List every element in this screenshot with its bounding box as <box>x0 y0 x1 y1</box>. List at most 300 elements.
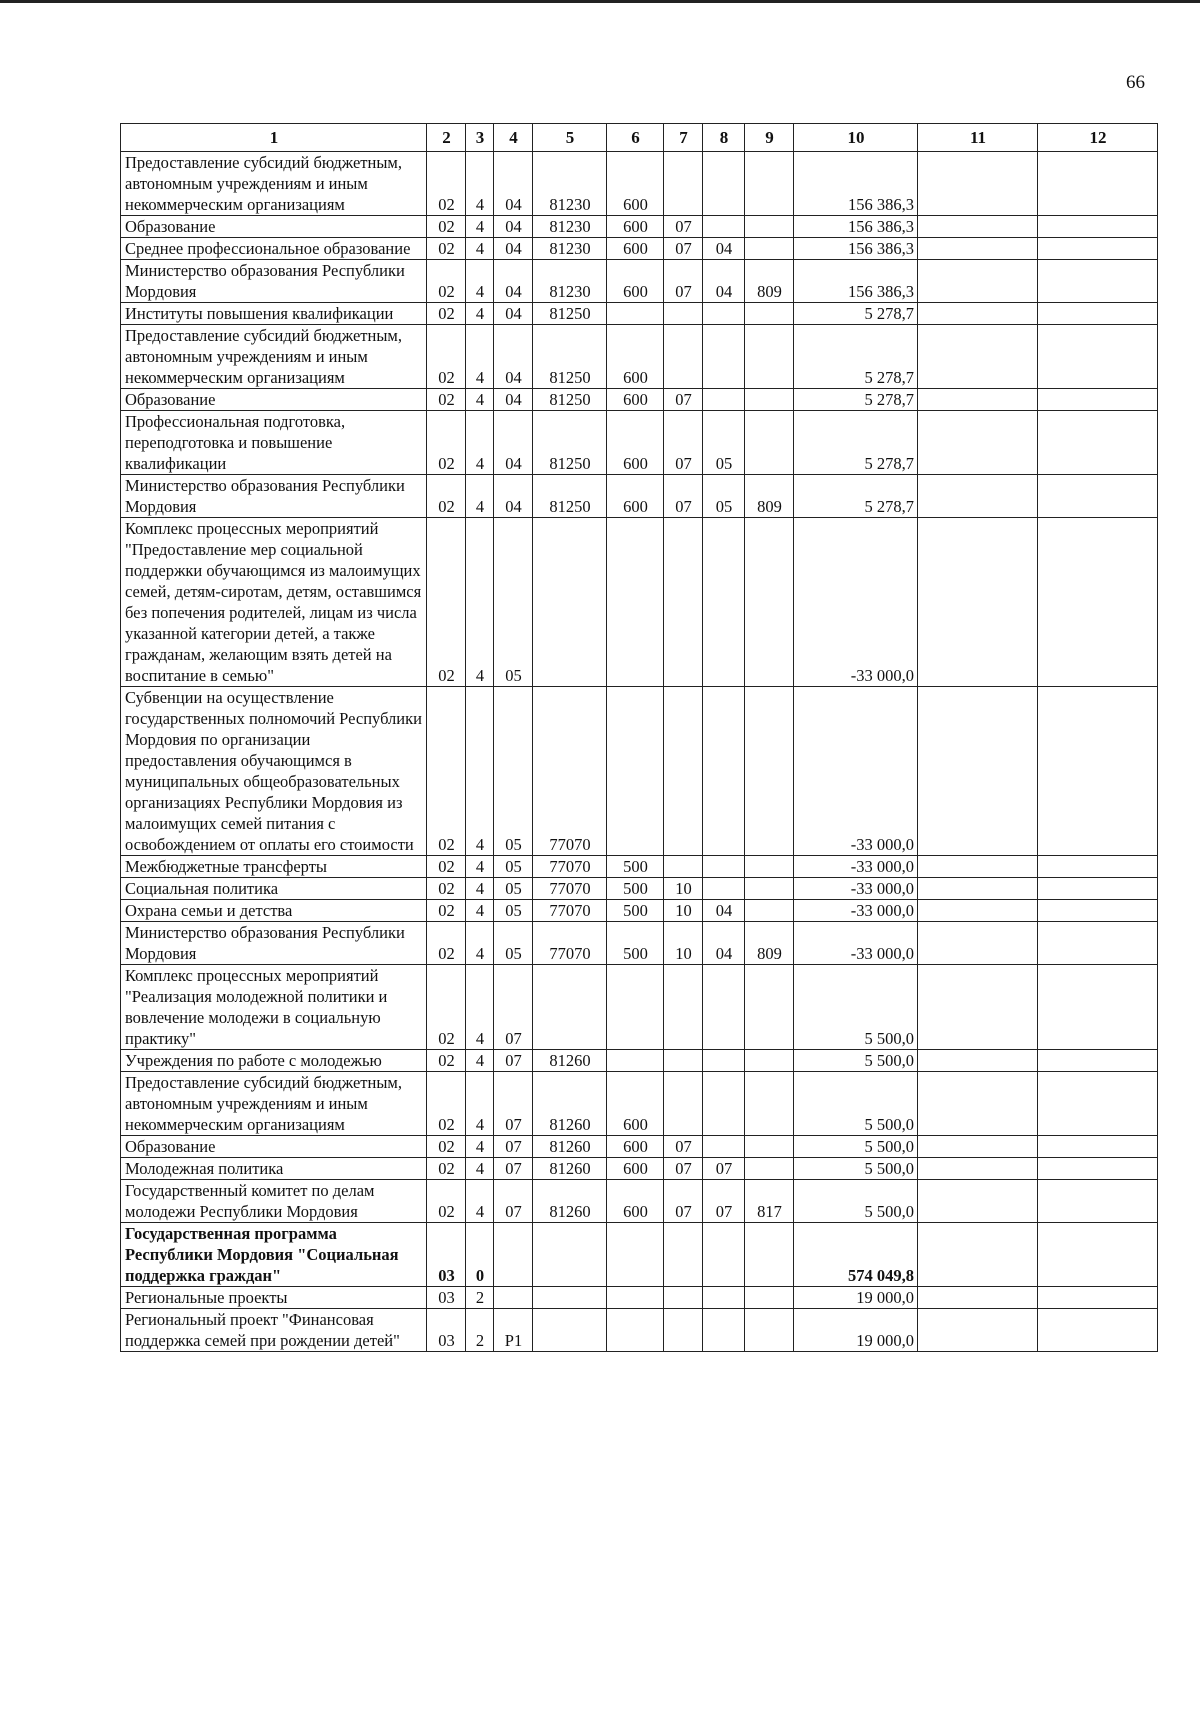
empty-cell-11 <box>918 687 1038 856</box>
amount-cell: 156 386,3 <box>794 238 918 260</box>
amount-cell: 5 500,0 <box>794 1136 918 1158</box>
code-cell-9: 809 <box>745 475 794 518</box>
code-cell-7 <box>664 965 703 1050</box>
empty-cell-12 <box>1038 411 1158 475</box>
header-cell: 8 <box>703 124 745 152</box>
code-cell-7: 07 <box>664 411 703 475</box>
table-row <box>121 1223 1158 1287</box>
code-cell-6: 500 <box>607 856 664 878</box>
code-cell-7: 07 <box>664 475 703 518</box>
code-cell-5: 81260 <box>533 1050 607 1072</box>
code-cell-9 <box>745 1158 794 1180</box>
amount-cell: 5 278,7 <box>794 325 918 389</box>
empty-cell-12 <box>1038 260 1158 303</box>
code-cell-4: 07 <box>494 1136 533 1158</box>
code-cell-2: 03 <box>427 1223 466 1287</box>
empty-cell-11 <box>918 878 1038 900</box>
code-cell-3: 2 <box>466 1309 494 1352</box>
code-cell-6: 600 <box>607 1072 664 1136</box>
code-cell-6: 600 <box>607 1136 664 1158</box>
code-cell-7 <box>664 1287 703 1309</box>
code-cell-7 <box>664 325 703 389</box>
empty-cell-12 <box>1038 1287 1158 1309</box>
code-cell-9 <box>745 1050 794 1072</box>
code-cell-9 <box>745 411 794 475</box>
code-cell-7 <box>664 1072 703 1136</box>
code-cell-5: 77070 <box>533 687 607 856</box>
code-cell-7 <box>664 687 703 856</box>
code-cell-5: 81230 <box>533 260 607 303</box>
code-cell-3: 4 <box>466 325 494 389</box>
table-row <box>121 1287 1158 1309</box>
empty-cell-11 <box>918 922 1038 965</box>
empty-cell-12 <box>1038 216 1158 238</box>
row-name-cell: Государственная программа Республики Мордовия "Социальная поддержка граждан" <box>121 1223 427 1287</box>
code-cell-3: 4 <box>466 260 494 303</box>
code-cell-9: 809 <box>745 922 794 965</box>
empty-cell-11 <box>918 475 1038 518</box>
code-cell-3: 4 <box>466 1050 494 1072</box>
row-name-cell: Региональные проекты <box>121 1287 427 1309</box>
row-name-cell: Учреждения по работе с молодежью <box>121 1050 427 1072</box>
row-name-cell: Предоставление субсидий бюджетным, автономным учреждениям и иным некоммерческим организациям <box>121 152 427 216</box>
code-cell-2: 03 <box>427 1287 466 1309</box>
empty-cell-11 <box>918 1180 1038 1223</box>
amount-cell: 5 278,7 <box>794 303 918 325</box>
amount-cell: -33 000,0 <box>794 856 918 878</box>
empty-cell-11 <box>918 389 1038 411</box>
code-cell-6 <box>607 1287 664 1309</box>
code-cell-6: 600 <box>607 152 664 216</box>
row-name-cell: Охрана семьи и детства <box>121 900 427 922</box>
code-cell-2: 02 <box>427 303 466 325</box>
empty-cell-12 <box>1038 856 1158 878</box>
amount-cell: 5 278,7 <box>794 475 918 518</box>
code-cell-2: 02 <box>427 1180 466 1223</box>
code-cell-6: 600 <box>607 411 664 475</box>
empty-cell-11 <box>918 325 1038 389</box>
amount-cell: 5 500,0 <box>794 965 918 1050</box>
code-cell-3: 4 <box>466 1158 494 1180</box>
empty-cell-11 <box>918 1158 1038 1180</box>
empty-cell-11 <box>918 1050 1038 1072</box>
code-cell-5: 81260 <box>533 1158 607 1180</box>
row-name-cell: Образование <box>121 216 427 238</box>
amount-cell: 5 500,0 <box>794 1158 918 1180</box>
row-name-cell: Молодежная политика <box>121 1158 427 1180</box>
code-cell-4: 05 <box>494 878 533 900</box>
code-cell-2: 02 <box>427 1072 466 1136</box>
code-cell-8 <box>703 856 745 878</box>
code-cell-4: 05 <box>494 518 533 687</box>
empty-cell-11 <box>918 856 1038 878</box>
code-cell-2: 02 <box>427 1050 466 1072</box>
empty-cell-12 <box>1038 152 1158 216</box>
code-cell-6: 600 <box>607 1180 664 1223</box>
code-cell-5: 81250 <box>533 389 607 411</box>
code-cell-4: 05 <box>494 922 533 965</box>
amount-cell: -33 000,0 <box>794 900 918 922</box>
code-cell-4: 07 <box>494 1072 533 1136</box>
code-cell-5: 81260 <box>533 1180 607 1223</box>
table-row <box>121 475 1158 518</box>
amount-cell: -33 000,0 <box>794 922 918 965</box>
empty-cell-11 <box>918 238 1038 260</box>
code-cell-2: 02 <box>427 1136 466 1158</box>
code-cell-8 <box>703 1050 745 1072</box>
code-cell-3: 4 <box>466 922 494 965</box>
code-cell-4: 04 <box>494 411 533 475</box>
code-cell-5: 81260 <box>533 1136 607 1158</box>
code-cell-3: 4 <box>466 687 494 856</box>
code-cell-6 <box>607 1309 664 1352</box>
code-cell-2: 02 <box>427 238 466 260</box>
header-cell: 12 <box>1038 124 1158 152</box>
code-cell-2: 02 <box>427 475 466 518</box>
amount-cell: 5 500,0 <box>794 1180 918 1223</box>
code-cell-9 <box>745 1136 794 1158</box>
code-cell-3: 4 <box>466 411 494 475</box>
header-cell: 1 <box>121 124 427 152</box>
code-cell-4: 04 <box>494 216 533 238</box>
table-row <box>121 1050 1158 1072</box>
row-name-cell: Предоставление субсидий бюджетным, автономным учреждениям и иным некоммерческим организациям <box>121 1072 427 1136</box>
code-cell-6: 500 <box>607 878 664 900</box>
code-cell-8: 05 <box>703 475 745 518</box>
code-cell-2: 02 <box>427 152 466 216</box>
code-cell-5: 77070 <box>533 856 607 878</box>
table-row <box>121 303 1158 325</box>
code-cell-4: 04 <box>494 152 533 216</box>
code-cell-5 <box>533 1287 607 1309</box>
empty-cell-11 <box>918 260 1038 303</box>
code-cell-5: 77070 <box>533 922 607 965</box>
code-cell-2: 02 <box>427 856 466 878</box>
code-cell-4: 04 <box>494 260 533 303</box>
code-cell-3: 4 <box>466 1072 494 1136</box>
code-cell-6 <box>607 1050 664 1072</box>
amount-cell: 5 500,0 <box>794 1072 918 1136</box>
code-cell-7: 10 <box>664 900 703 922</box>
empty-cell-11 <box>918 1072 1038 1136</box>
table-body <box>121 152 1158 1352</box>
amount-cell: 5 278,7 <box>794 389 918 411</box>
amount-cell: 5 278,7 <box>794 411 918 475</box>
table-row <box>121 1072 1158 1136</box>
empty-cell-11 <box>918 1136 1038 1158</box>
row-name-cell: Министерство образования Республики Мордовия <box>121 475 427 518</box>
code-cell-4: 04 <box>494 238 533 260</box>
code-cell-8: 04 <box>703 238 745 260</box>
code-cell-6 <box>607 518 664 687</box>
code-cell-2: 02 <box>427 260 466 303</box>
table-row <box>121 1158 1158 1180</box>
code-cell-9 <box>745 1223 794 1287</box>
empty-cell-12 <box>1038 1158 1158 1180</box>
code-cell-6: 600 <box>607 389 664 411</box>
table-row <box>121 900 1158 922</box>
empty-cell-12 <box>1038 475 1158 518</box>
empty-cell-12 <box>1038 303 1158 325</box>
code-cell-5: 81250 <box>533 475 607 518</box>
row-name-cell: Министерство образования Республики Мордовия <box>121 260 427 303</box>
row-name-cell: Государственный комитет по делам молодежи Республики Мордовия <box>121 1180 427 1223</box>
code-cell-7: 07 <box>664 1136 703 1158</box>
code-cell-2: 02 <box>427 965 466 1050</box>
code-cell-5: 81230 <box>533 238 607 260</box>
table-row <box>121 856 1158 878</box>
code-cell-2: 02 <box>427 389 466 411</box>
code-cell-6: 600 <box>607 216 664 238</box>
empty-cell-12 <box>1038 878 1158 900</box>
code-cell-3: 4 <box>466 1180 494 1223</box>
code-cell-8 <box>703 1309 745 1352</box>
code-cell-3: 4 <box>466 152 494 216</box>
code-cell-9 <box>745 238 794 260</box>
empty-cell-12 <box>1038 1072 1158 1136</box>
code-cell-4: 05 <box>494 900 533 922</box>
code-cell-9 <box>745 518 794 687</box>
code-cell-4: 05 <box>494 687 533 856</box>
code-cell-8: 05 <box>703 411 745 475</box>
empty-cell-11 <box>918 411 1038 475</box>
code-cell-8 <box>703 518 745 687</box>
code-cell-5 <box>533 518 607 687</box>
code-cell-7: 10 <box>664 878 703 900</box>
amount-cell: 19 000,0 <box>794 1287 918 1309</box>
code-cell-9 <box>745 325 794 389</box>
empty-cell-11 <box>918 152 1038 216</box>
empty-cell-11 <box>918 1223 1038 1287</box>
empty-cell-12 <box>1038 1136 1158 1158</box>
code-cell-6 <box>607 303 664 325</box>
code-cell-8 <box>703 687 745 856</box>
table-row <box>121 325 1158 389</box>
row-name-cell: Комплекс процессных мероприятий "Реализация молодежной политики и вовлечение молодежи в социальную практику" <box>121 965 427 1050</box>
code-cell-4: 04 <box>494 389 533 411</box>
code-cell-4 <box>494 1223 533 1287</box>
empty-cell-12 <box>1038 518 1158 687</box>
row-name-cell: Институты повышения квалификации <box>121 303 427 325</box>
code-cell-2: 02 <box>427 411 466 475</box>
code-cell-7 <box>664 303 703 325</box>
header-cell: 6 <box>607 124 664 152</box>
code-cell-2: 02 <box>427 216 466 238</box>
code-cell-3: 0 <box>466 1223 494 1287</box>
code-cell-7: 07 <box>664 389 703 411</box>
table-row <box>121 878 1158 900</box>
code-cell-3: 4 <box>466 518 494 687</box>
empty-cell-12 <box>1038 1309 1158 1352</box>
code-cell-3: 4 <box>466 856 494 878</box>
code-cell-9 <box>745 856 794 878</box>
code-cell-5: 77070 <box>533 878 607 900</box>
row-name-cell: Профессиональная подготовка, переподготовка и повышение квалификации <box>121 411 427 475</box>
code-cell-5 <box>533 1223 607 1287</box>
code-cell-8 <box>703 325 745 389</box>
code-cell-4: 04 <box>494 475 533 518</box>
row-name-cell: Комплекс процессных мероприятий "Предоставление мер социальной поддержки обучающимся из малоимущих семей, детям-сиротам, детям, оставшимся без попечения родителей, лицам из числа указанной категории детей, а также гражданам, желающим взять детей на воспитание в семью" <box>121 518 427 687</box>
table-row <box>121 518 1158 687</box>
table-row <box>121 1136 1158 1158</box>
amount-cell: 5 500,0 <box>794 1050 918 1072</box>
table-row <box>121 965 1158 1050</box>
table-row <box>121 152 1158 216</box>
code-cell-3: 4 <box>466 965 494 1050</box>
code-cell-3: 4 <box>466 900 494 922</box>
code-cell-6: 600 <box>607 1158 664 1180</box>
code-cell-5 <box>533 965 607 1050</box>
code-cell-9 <box>745 389 794 411</box>
amount-cell: -33 000,0 <box>794 878 918 900</box>
amount-cell: -33 000,0 <box>794 518 918 687</box>
empty-cell-12 <box>1038 965 1158 1050</box>
top-border-line <box>0 0 1200 3</box>
header-cell: 9 <box>745 124 794 152</box>
code-cell-4 <box>494 1287 533 1309</box>
code-cell-6: 500 <box>607 922 664 965</box>
page-number: 66 <box>1126 72 1145 93</box>
table-row <box>121 1180 1158 1223</box>
code-cell-3: 4 <box>466 389 494 411</box>
table-row <box>121 922 1158 965</box>
code-cell-2: 03 <box>427 1309 466 1352</box>
header-cell: 3 <box>466 124 494 152</box>
code-cell-7: 10 <box>664 922 703 965</box>
empty-cell-11 <box>918 1287 1038 1309</box>
code-cell-4: 04 <box>494 303 533 325</box>
empty-cell-12 <box>1038 687 1158 856</box>
code-cell-9 <box>745 687 794 856</box>
empty-cell-11 <box>918 965 1038 1050</box>
code-cell-5: 81250 <box>533 411 607 475</box>
table-row <box>121 687 1158 856</box>
empty-cell-12 <box>1038 325 1158 389</box>
code-cell-4: 07 <box>494 965 533 1050</box>
header-cell: 11 <box>918 124 1038 152</box>
row-name-cell: Социальная политика <box>121 878 427 900</box>
code-cell-5: 81250 <box>533 325 607 389</box>
code-cell-4: 07 <box>494 1180 533 1223</box>
code-cell-4: 04 <box>494 325 533 389</box>
code-cell-5: 81230 <box>533 216 607 238</box>
code-cell-7: 07 <box>664 1158 703 1180</box>
code-cell-7 <box>664 1050 703 1072</box>
code-cell-8: 04 <box>703 260 745 303</box>
amount-cell: 574 049,8 <box>794 1223 918 1287</box>
code-cell-8 <box>703 1223 745 1287</box>
empty-cell-12 <box>1038 389 1158 411</box>
code-cell-3: 4 <box>466 216 494 238</box>
row-name-cell: Образование <box>121 389 427 411</box>
empty-cell-11 <box>918 216 1038 238</box>
amount-cell: -33 000,0 <box>794 687 918 856</box>
code-cell-3: 4 <box>466 878 494 900</box>
empty-cell-11 <box>918 900 1038 922</box>
code-cell-8: 07 <box>703 1158 745 1180</box>
code-cell-9 <box>745 965 794 1050</box>
code-cell-6: 500 <box>607 900 664 922</box>
empty-cell-12 <box>1038 238 1158 260</box>
header-cell: 10 <box>794 124 918 152</box>
code-cell-2: 02 <box>427 1158 466 1180</box>
code-cell-2: 02 <box>427 900 466 922</box>
code-cell-9: 817 <box>745 1180 794 1223</box>
row-name-cell: Региональный проект "Финансовая поддержка семей при рождении детей" <box>121 1309 427 1352</box>
code-cell-8 <box>703 1072 745 1136</box>
code-cell-7: 07 <box>664 238 703 260</box>
code-cell-8 <box>703 1287 745 1309</box>
table-row <box>121 1309 1158 1352</box>
header-cell: 2 <box>427 124 466 152</box>
amount-cell: 156 386,3 <box>794 216 918 238</box>
table-row <box>121 216 1158 238</box>
code-cell-2: 02 <box>427 878 466 900</box>
code-cell-6 <box>607 687 664 856</box>
code-cell-7 <box>664 856 703 878</box>
table-row <box>121 260 1158 303</box>
code-cell-9: 809 <box>745 260 794 303</box>
row-name-cell: Предоставление субсидий бюджетным, автономным учреждениям и иным некоммерческим организациям <box>121 325 427 389</box>
table-row <box>121 389 1158 411</box>
code-cell-8: 04 <box>703 900 745 922</box>
code-cell-6 <box>607 1223 664 1287</box>
code-cell-8 <box>703 878 745 900</box>
code-cell-7: 07 <box>664 1180 703 1223</box>
row-name-cell: Образование <box>121 1136 427 1158</box>
code-cell-8: 07 <box>703 1180 745 1223</box>
code-cell-6: 600 <box>607 238 664 260</box>
table-row <box>121 411 1158 475</box>
code-cell-6: 600 <box>607 475 664 518</box>
code-cell-9 <box>745 1287 794 1309</box>
code-cell-7: 07 <box>664 216 703 238</box>
code-cell-4: 05 <box>494 856 533 878</box>
header-row <box>121 124 1158 152</box>
code-cell-3: 4 <box>466 1136 494 1158</box>
code-cell-8 <box>703 152 745 216</box>
empty-cell-12 <box>1038 1050 1158 1072</box>
code-cell-3: 4 <box>466 238 494 260</box>
empty-cell-11 <box>918 303 1038 325</box>
code-cell-7 <box>664 152 703 216</box>
code-cell-7: 07 <box>664 260 703 303</box>
code-cell-5: 81260 <box>533 1072 607 1136</box>
row-name-cell: Среднее профессиональное образование <box>121 238 427 260</box>
code-cell-3: 4 <box>466 475 494 518</box>
empty-cell-12 <box>1038 1223 1158 1287</box>
code-cell-5: 81230 <box>533 152 607 216</box>
header-cell: 4 <box>494 124 533 152</box>
empty-cell-11 <box>918 518 1038 687</box>
code-cell-2: 02 <box>427 922 466 965</box>
code-cell-7 <box>664 1223 703 1287</box>
code-cell-8 <box>703 1136 745 1158</box>
row-name-cell: Субвенции на осуществление государственных полномочий Республики Мордовия по организации предоставления обучающимся в муниципальных общеобразовательных организациях Республики Мордовия из малоимущих семей питания с освобождением от оплаты его стоимости <box>121 687 427 856</box>
code-cell-5: 81250 <box>533 303 607 325</box>
code-cell-9 <box>745 216 794 238</box>
budget-table <box>120 123 1158 1352</box>
code-cell-7 <box>664 1309 703 1352</box>
header-cell: 7 <box>664 124 703 152</box>
code-cell-6: 600 <box>607 325 664 389</box>
code-cell-9 <box>745 1309 794 1352</box>
code-cell-9 <box>745 900 794 922</box>
code-cell-8 <box>703 965 745 1050</box>
code-cell-9 <box>745 1072 794 1136</box>
code-cell-8 <box>703 216 745 238</box>
code-cell-6 <box>607 965 664 1050</box>
